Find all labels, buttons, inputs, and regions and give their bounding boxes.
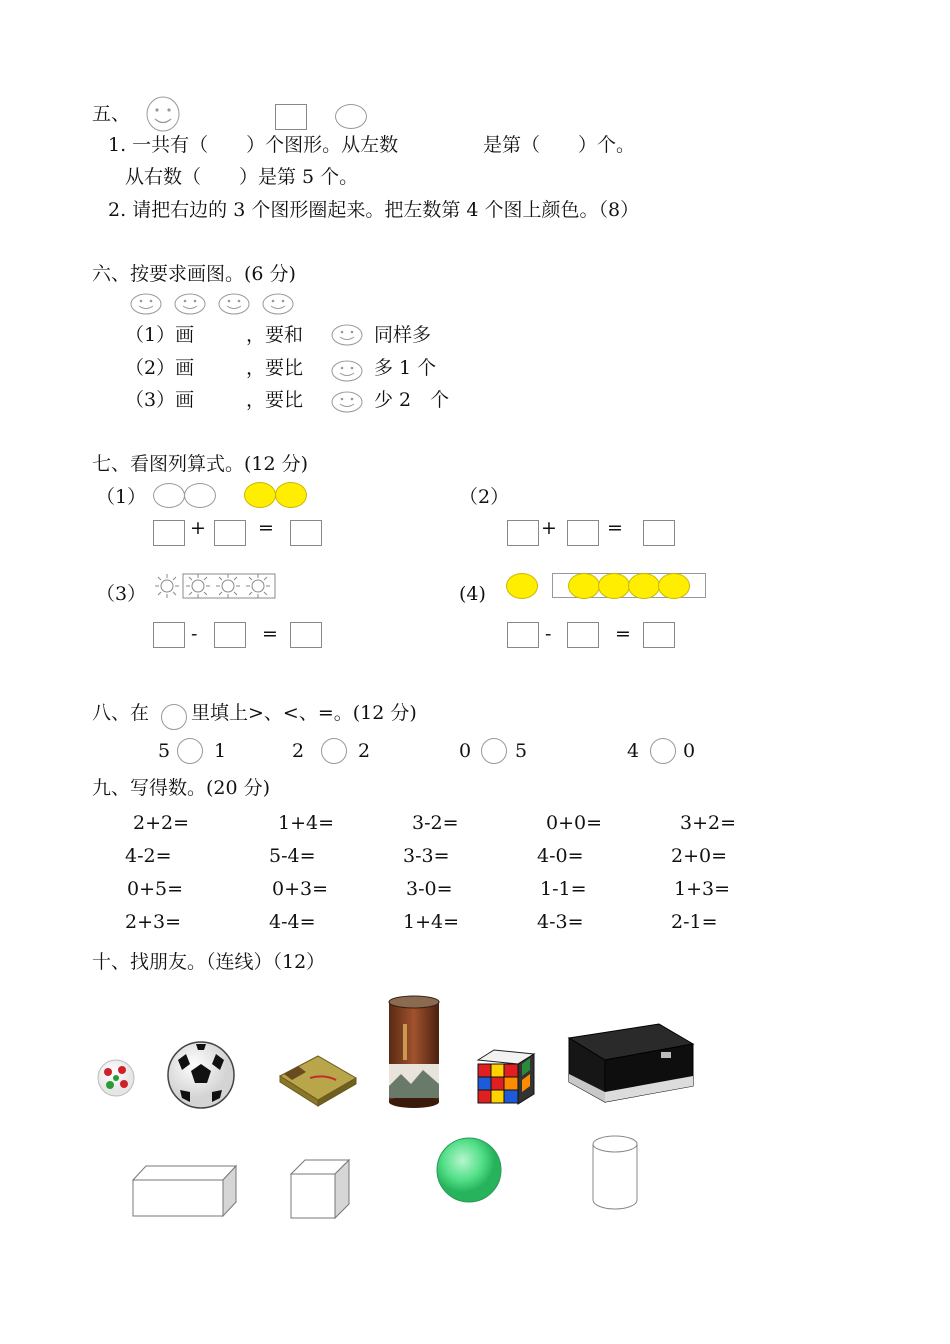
answer-box[interactable] bbox=[643, 622, 675, 648]
soccer-ball-icon[interactable] bbox=[166, 1040, 236, 1110]
white-oval bbox=[184, 483, 216, 508]
arith-item: 3-0= bbox=[406, 878, 453, 900]
answer-box[interactable] bbox=[153, 520, 185, 546]
plus-sign: + bbox=[541, 517, 557, 539]
yellow-oval bbox=[598, 573, 630, 599]
answer-box[interactable] bbox=[507, 622, 539, 648]
arith-item: 1+3= bbox=[674, 878, 731, 900]
section-10-title: 十、找朋友。（连线）（12） bbox=[92, 951, 326, 973]
answer-box[interactable] bbox=[214, 520, 246, 546]
plus-sign: + bbox=[190, 517, 206, 539]
arith-item: 0+5= bbox=[127, 878, 184, 900]
arith-item: 3-2= bbox=[412, 812, 459, 834]
compare-circle[interactable] bbox=[481, 738, 507, 764]
arith-item: 1+4= bbox=[403, 911, 460, 933]
smiley-icon bbox=[146, 96, 180, 132]
arith-item: 4-3= bbox=[537, 911, 584, 933]
yellow-oval bbox=[506, 573, 538, 599]
sun-group bbox=[152, 572, 278, 600]
arith-item: 5-4= bbox=[269, 845, 316, 867]
compare-right: 2 bbox=[358, 740, 371, 762]
arith-item: 1+4= bbox=[278, 812, 335, 834]
s7-p3-label: （3） bbox=[96, 583, 147, 605]
s5-q1-part-b: 是第（ ）个。 bbox=[483, 134, 636, 156]
equals-sign: = bbox=[615, 623, 631, 645]
compare-left: 5 bbox=[158, 740, 171, 762]
s6-item3-end: 少 2 个 bbox=[374, 389, 450, 411]
arith-item: 1-1= bbox=[540, 878, 587, 900]
small-smiley-icon bbox=[331, 390, 365, 414]
circle-icon bbox=[335, 104, 367, 129]
square-icon bbox=[275, 104, 307, 130]
yellow-oval bbox=[244, 482, 276, 508]
arith-item: 2+0= bbox=[671, 845, 728, 867]
s7-p4-label: (4) bbox=[459, 583, 486, 605]
section-9-title: 九、写得数。(20 分) bbox=[92, 777, 271, 799]
section-6-title: 六、按要求画图。(6 分) bbox=[92, 263, 296, 285]
s6-item3-mid: ，要比 bbox=[246, 389, 304, 411]
s6-item2-mid: ，要比 bbox=[246, 357, 304, 379]
arith-item: 2+3= bbox=[125, 911, 182, 933]
s6-item1-end: 同样多 bbox=[374, 324, 432, 346]
compare-left: 0 bbox=[459, 740, 472, 762]
answer-box[interactable] bbox=[290, 520, 322, 546]
s6-item1-label: （1）画 bbox=[125, 324, 195, 346]
rubiks-cube-icon[interactable] bbox=[472, 1048, 538, 1106]
minus-sign: - bbox=[545, 623, 552, 645]
answer-box[interactable] bbox=[643, 520, 675, 546]
small-smiley-icon bbox=[331, 323, 365, 347]
s5-q1-part-c: 从右数（ ）是第 5 个。 bbox=[125, 166, 359, 188]
s6-item3-label: （3）画 bbox=[125, 389, 195, 411]
answer-box[interactable] bbox=[214, 622, 246, 648]
compare-circle-icon bbox=[161, 704, 187, 730]
small-smiley-icon bbox=[331, 359, 365, 383]
compare-left: 2 bbox=[292, 740, 305, 762]
yellow-oval bbox=[658, 573, 690, 599]
ball-icon[interactable] bbox=[96, 1058, 136, 1098]
answer-box[interactable] bbox=[507, 520, 539, 546]
s5-q2: 2. 请把右边的 3 个图形圈起来。把左数第 4 个图上颜色。（8） bbox=[108, 199, 640, 221]
arith-item: 4-2= bbox=[125, 845, 172, 867]
arith-item: 4-4= bbox=[269, 911, 316, 933]
compare-right: 0 bbox=[683, 740, 696, 762]
answer-box[interactable] bbox=[567, 622, 599, 648]
arith-item: 0+0= bbox=[546, 812, 603, 834]
arith-item: 0+3= bbox=[272, 878, 329, 900]
s7-p2-label: （2） bbox=[459, 486, 510, 508]
compare-circle[interactable] bbox=[177, 738, 203, 764]
shoebox-icon[interactable] bbox=[565, 1022, 697, 1110]
minus-sign: - bbox=[191, 623, 198, 645]
yellow-oval bbox=[275, 482, 307, 508]
arith-item: 3-3= bbox=[403, 845, 450, 867]
answer-box[interactable] bbox=[290, 622, 322, 648]
equals-sign: = bbox=[262, 623, 278, 645]
compare-left: 4 bbox=[627, 740, 640, 762]
compare-right: 1 bbox=[214, 740, 227, 762]
s6-item2-end: 多 1 个 bbox=[374, 357, 437, 379]
equals-sign: = bbox=[607, 517, 623, 539]
arith-item: 4-0= bbox=[537, 845, 584, 867]
matchbox-icon[interactable] bbox=[274, 1050, 360, 1108]
s8-title-b: 里填上>、<、=。(12 分) bbox=[191, 702, 417, 724]
answer-box[interactable] bbox=[153, 622, 185, 648]
section-5-title: 五、 bbox=[92, 103, 131, 125]
smiley-row bbox=[130, 292, 300, 316]
arith-item: 3+2= bbox=[680, 812, 737, 834]
s6-item1-mid: ，要和 bbox=[246, 324, 304, 346]
equals-sign: = bbox=[258, 517, 274, 539]
white-oval bbox=[153, 483, 185, 508]
compare-circle[interactable] bbox=[650, 738, 676, 764]
answer-box[interactable] bbox=[567, 520, 599, 546]
compare-circle[interactable] bbox=[321, 738, 347, 764]
cube-shape[interactable] bbox=[290, 1158, 352, 1220]
cuboid-shape[interactable] bbox=[132, 1162, 238, 1218]
small-smiley-icon bbox=[131, 294, 161, 314]
sphere-shape[interactable] bbox=[435, 1136, 503, 1204]
arith-item: 2-1= bbox=[671, 911, 718, 933]
arith-item: 2+2= bbox=[133, 812, 190, 834]
s5-q1-part-a: 1. 一共有（ ）个图形。从左数 bbox=[108, 134, 399, 156]
section-7-title: 七、看图列算式。(12 分) bbox=[92, 453, 309, 475]
s7-p1-label: （1） bbox=[96, 486, 147, 508]
s6-item2-label: （2）画 bbox=[125, 357, 195, 379]
yellow-oval bbox=[628, 573, 660, 599]
tea-can-icon[interactable] bbox=[387, 994, 441, 1110]
cylinder-shape[interactable] bbox=[591, 1134, 639, 1212]
yellow-oval bbox=[568, 573, 600, 599]
compare-right: 5 bbox=[515, 740, 528, 762]
s8-title-a: 八、在 bbox=[92, 702, 150, 724]
